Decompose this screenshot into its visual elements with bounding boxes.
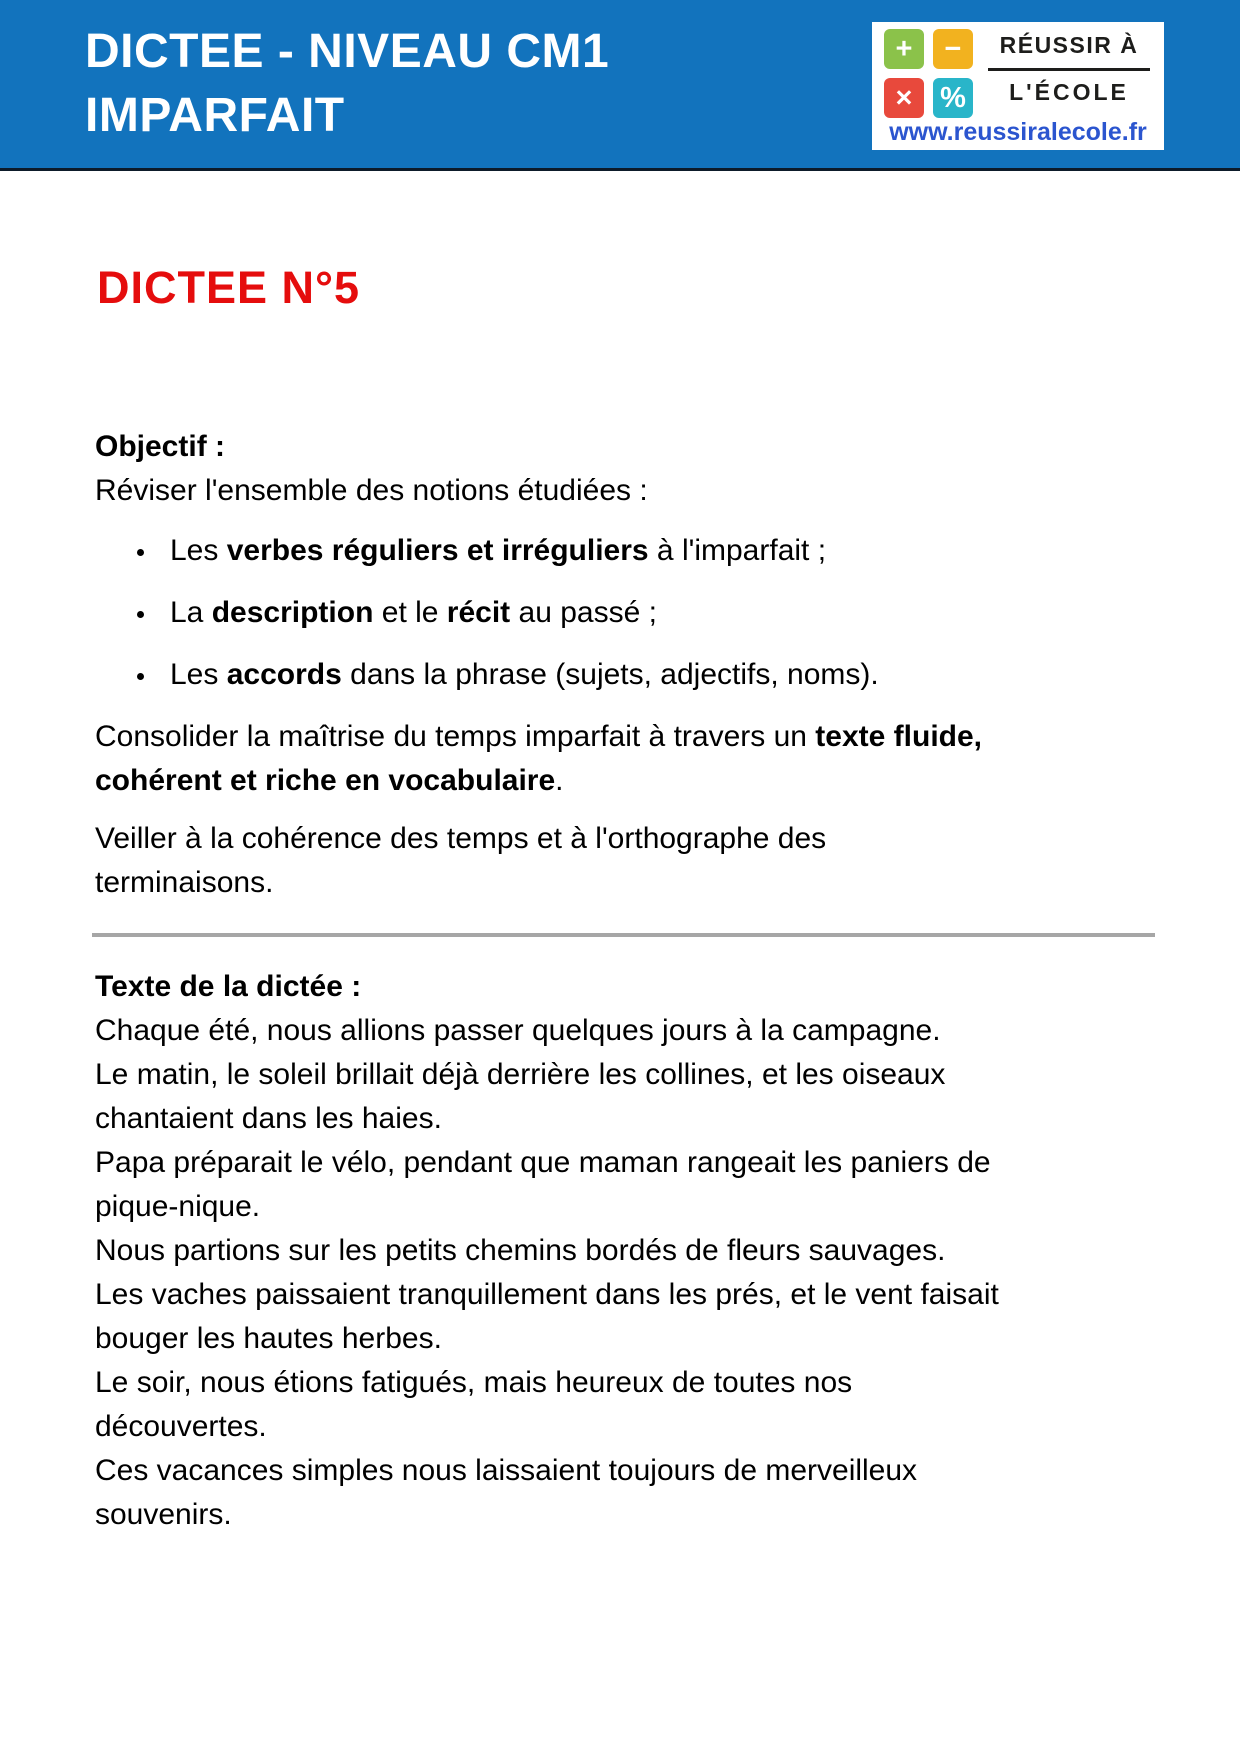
header-banner [0, 0, 1240, 171]
list-item [95, 529, 1147, 573]
logo-brand-text [982, 32, 1156, 106]
text-line: découvertes. [95, 1410, 267, 1443]
dictation-sentence [95, 1141, 1147, 1229]
text-line: Le soir, nous étions fatigués, mais heureux de toutes nos [95, 1366, 853, 1399]
text-segment: Les [170, 534, 227, 567]
text-line: bouger les hautes herbes. [95, 1322, 442, 1355]
dictation-sentence [95, 1053, 1147, 1141]
text-segment: et le [373, 596, 447, 629]
text-segment: texte fluide, [815, 720, 982, 753]
multiply-icon: × [884, 78, 924, 118]
objective-intro: Réviser l'ensemble des notions étudiées : [95, 474, 648, 507]
section-divider [92, 933, 1155, 937]
text-segment: à l'imparfait ; [648, 534, 827, 567]
header-title-line2: IMPARFAIT [85, 89, 345, 142]
text-line: chantaient dans les haies. [95, 1102, 442, 1135]
text-line: Les vaches paissaient tranquillement dans les prés, et le vent faisait [95, 1278, 999, 1311]
percent-icon: % [933, 78, 973, 118]
dictation-sentence [95, 1009, 1147, 1053]
logo-website-url: www.reussiralecole.fr [889, 118, 1147, 146]
objective-bullet-list [95, 529, 1147, 697]
dictation-sentence [95, 1229, 1147, 1273]
list-item [95, 591, 1147, 635]
header-title-line1: DICTEE - NIVEAU CM1 [85, 25, 610, 78]
text-segment: Consolider la maîtrise du temps imparfait à travers un [95, 720, 816, 753]
text-line: Ces vacances simples nous laissaient toujours de merveilleux [95, 1454, 918, 1487]
text-line: souvenirs. [95, 1498, 232, 1531]
logo-math-tiles [884, 29, 973, 118]
text-segment: terminaisons. [95, 866, 274, 899]
page-title: DICTEE N°5 [97, 262, 361, 313]
logo-brand-divider [988, 68, 1150, 71]
text-line: Papa préparait le vélo, pendant que maman rangeait les paniers de [95, 1146, 991, 1179]
text-segment: verbes réguliers et irréguliers [226, 534, 649, 567]
dictation-heading: Texte de la dictée : [95, 970, 362, 1003]
dictation-sentence [95, 1449, 1147, 1537]
text-segment: cohérent et riche en vocabulaire [95, 764, 556, 797]
text-segment: dans la phrase (sujets, adjectifs, noms). [341, 658, 879, 691]
dictation-sentence [95, 1273, 1147, 1361]
text-segment: Les [170, 658, 227, 691]
school-logo [872, 22, 1164, 150]
text-line: Le matin, le soleil brillait déjà derrière les collines, et les oiseaux [95, 1058, 946, 1091]
text-segment: au passé ; [510, 596, 657, 629]
objective-heading: Objectif : [95, 430, 226, 463]
header-title [85, 20, 609, 148]
plus-icon: + [884, 29, 924, 69]
text-line: Chaque été, nous allions passer quelques jours à la campagne. [95, 1014, 941, 1047]
text-segment: description [211, 596, 374, 629]
text-segment: La [170, 596, 212, 629]
dictation-section [95, 965, 1147, 1537]
objective-section [95, 425, 1147, 905]
minus-icon: − [933, 29, 973, 69]
text-line: Nous partions sur les petits chemins bordés de fleurs sauvages. [95, 1234, 946, 1267]
text-segment: . [555, 764, 564, 797]
logo-brand-line2: L'ÉCOLE [1009, 79, 1129, 105]
text-segment: récit [446, 596, 511, 629]
list-item [95, 653, 1147, 697]
text-segment: Veiller à la cohérence des temps et à l'orthographe des [95, 822, 827, 855]
text-line: pique-nique. [95, 1190, 261, 1223]
logo-brand-line1: RÉUSSIR À [999, 32, 1139, 58]
objective-paragraph [95, 715, 1147, 803]
text-segment: accords [226, 658, 342, 691]
dictation-sentence [95, 1361, 1147, 1449]
objective-paragraph [95, 817, 1147, 905]
